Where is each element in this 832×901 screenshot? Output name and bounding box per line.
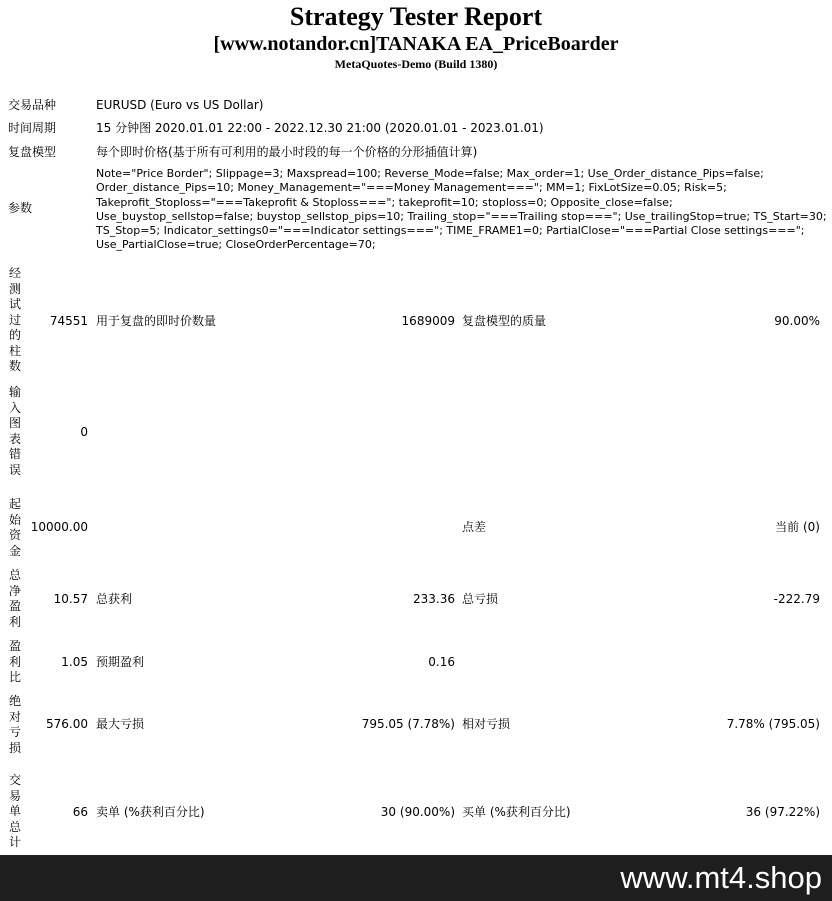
deposit-label: 起始资金 <box>8 497 21 558</box>
profit-factor-label: 盈利比 <box>8 639 21 684</box>
errors-value: 0 <box>80 425 88 439</box>
bars-label: 经测试过的柱数 <box>8 266 21 373</box>
symbol-value: EURUSD (Euro vs US Dollar) <box>96 98 264 112</box>
quality-value: 90.00% <box>774 314 820 328</box>
relative-drawdown-label: 相对亏损 <box>462 717 511 731</box>
profit-factor-value: 1.05 <box>61 655 88 669</box>
spread-value: 当前 (0) <box>775 520 820 534</box>
model-label: 复盘模型 <box>8 145 57 159</box>
long-trades-value: 36 (97.22%) <box>745 805 820 819</box>
total-trades-value: 66 <box>72 805 88 819</box>
quality-label: 复盘模型的质量 <box>462 314 547 328</box>
deposit-value: 10000.00 <box>30 520 88 534</box>
errors-label: 输入图表错误 <box>8 385 21 477</box>
model-value: 每个即时价格(基于所有可利用的最小时段的每一个价格的分形插值计算) <box>96 145 478 159</box>
absolute-drawdown-value: 576.00 <box>46 717 88 731</box>
total-trades-label: 交易单总计 <box>8 773 21 849</box>
short-trades-label: 卖单 (%获利百分比) <box>96 805 205 819</box>
expected-payoff-value: 0.16 <box>428 655 455 669</box>
max-drawdown-label: 最大亏损 <box>96 717 145 731</box>
spread-label: 点差 <box>462 520 487 534</box>
net-profit-value: 10.57 <box>53 592 88 606</box>
server-build: MetaQuotes-Demo (Build 1380) <box>334 57 498 71</box>
gross-loss-label: 总亏损 <box>462 592 499 606</box>
expert-name: [www.notandor.cn]TANAKA EA_PriceBoarder <box>213 33 619 55</box>
ticks-label: 用于复盘的即时价数量 <box>96 314 217 328</box>
gross-profit-value: 233.36 <box>413 592 455 606</box>
params-label: 参数 <box>8 201 33 215</box>
absolute-drawdown-label: 绝对亏损 <box>8 694 21 755</box>
symbol-label: 交易品种 <box>8 98 57 112</box>
max-drawdown-value: 795.05 (7.78%) <box>361 717 455 731</box>
ticks-value: 1689009 <box>401 314 455 328</box>
bars-value: 74551 <box>49 314 88 328</box>
gross-loss-value: -222.79 <box>773 592 820 606</box>
relative-drawdown-value: 7.78% (795.05) <box>726 717 820 731</box>
params-value: Note="Price Border"; Slippage=3; Maxspread=100; Reverse_Mode=false; Max_order=1; Use_Order_distance_Pips=false; Order_distance_Pips=10; Money_Management="===Money Management==="; MM=1; FixLotSize=0.05; Risk=5; Takeprofit_Stoploss="===Takeprofit & Stoploss==="; takeprofit=10; stoploss=0; Opposite_close=false; Use_buystop_sellstop=false; buystop_sellstop_pips=10; Trailing_stop="===Trailing stop==="; Use_trailingStop=true; TS_Start=30; TS_Stop=5; Indicator_settings0="===Indicator settings==="; TIME_FRAME1=0; PartialClose="===Partial Close settings==="; Use_PartialClose=true; CloseOrderPercentage=70; <box>96 167 827 252</box>
short-trades-value: 30 (90.00%) <box>380 805 455 819</box>
long-trades-label: 买单 (%获利百分比) <box>462 805 571 819</box>
watermark-text: www.mt4.shop <box>620 860 822 895</box>
report-title: Strategy Tester Report <box>289 2 543 31</box>
expected-payoff-label: 预期盈利 <box>96 655 145 669</box>
gross-profit-label: 总获利 <box>96 592 133 606</box>
period-value: 15 分钟图 2020.01.01 22:00 - 2022.12.30 21:00 (2020.01.01 - 2023.01.01) <box>96 121 544 135</box>
period-label: 时间周期 <box>8 121 57 135</box>
net-profit-label: 总净盈利 <box>8 568 21 629</box>
watermark-banner <box>0 855 832 901</box>
